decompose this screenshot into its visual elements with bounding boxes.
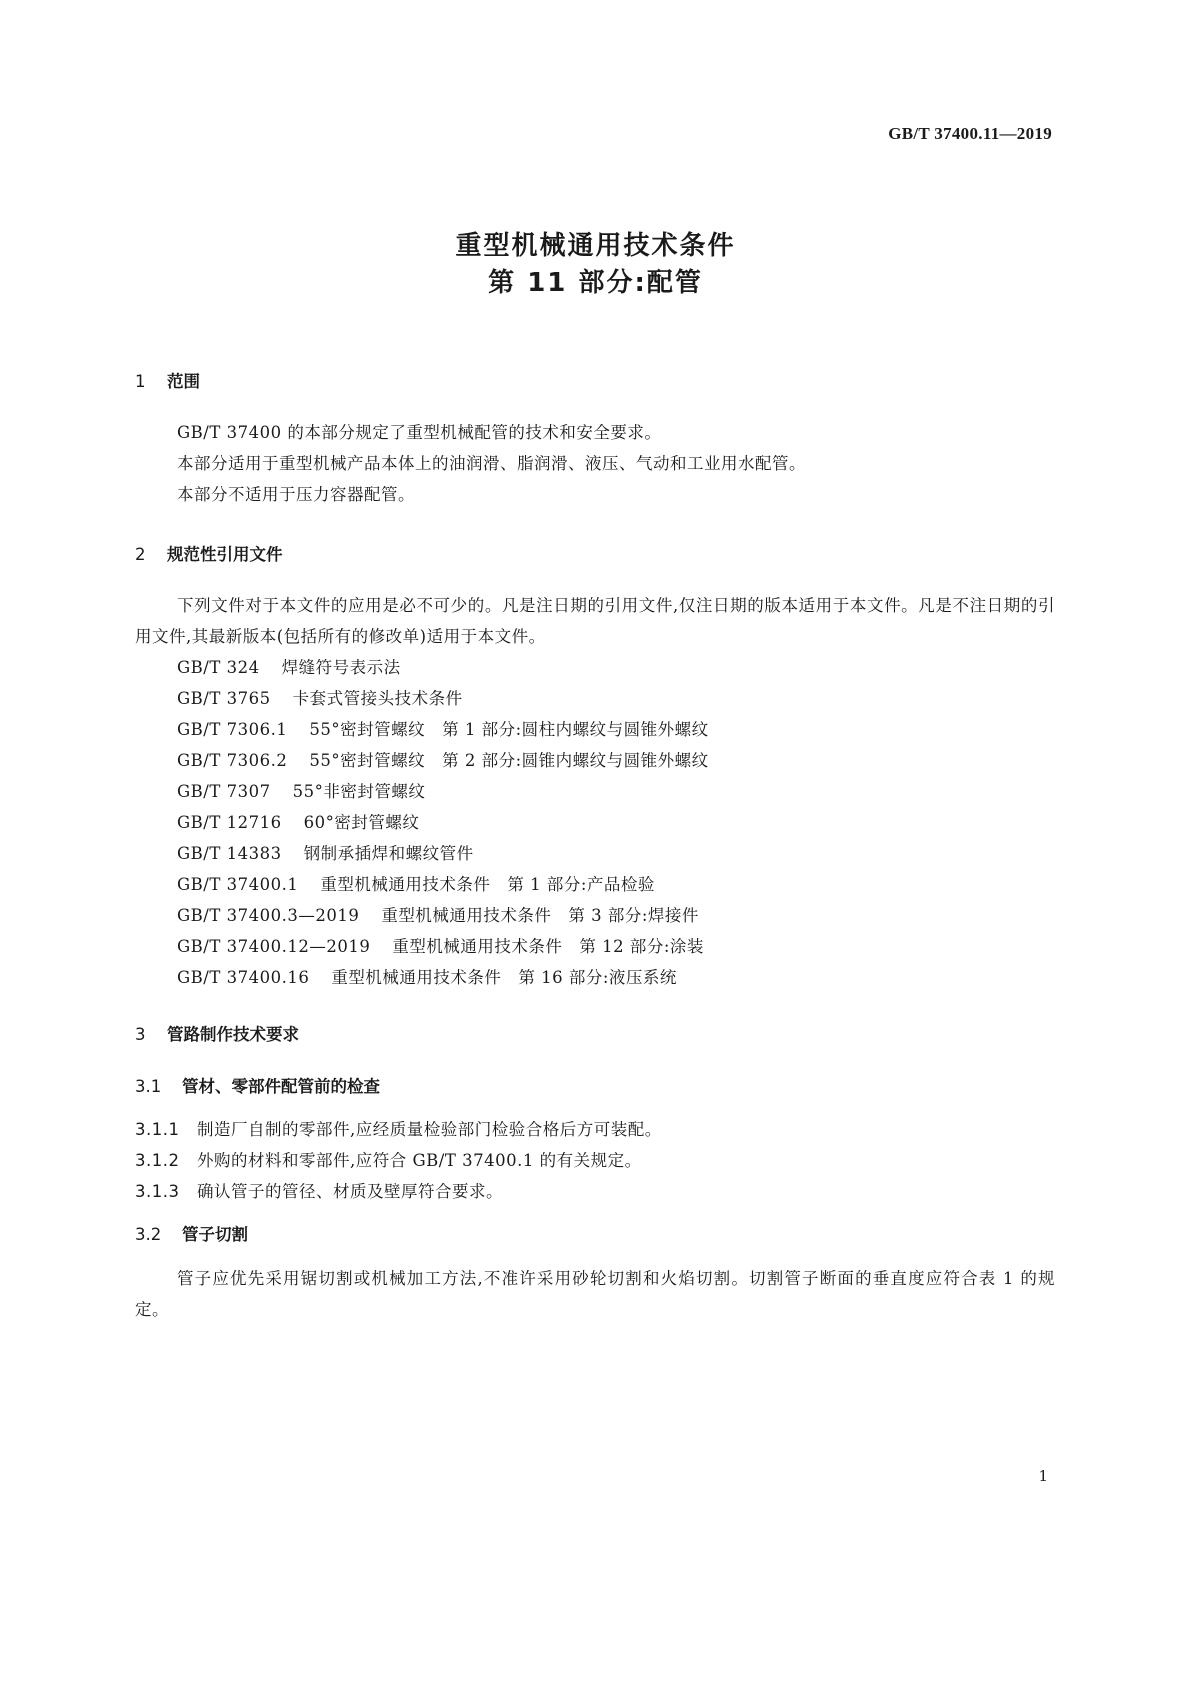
- reference-code: GB/T 7306.2: [177, 751, 288, 770]
- clause-text: 制造厂自制的零部件,应经质量检验部门检验合格后方可装配。: [197, 1120, 662, 1139]
- reference-item: [135, 652, 1055, 683]
- reference-code: GB/T 7306.1: [177, 720, 288, 739]
- clause-item: [135, 1114, 1055, 1145]
- reference-item: [135, 776, 1055, 807]
- reference-item: [135, 838, 1055, 869]
- reference-code: GB/T 324: [177, 658, 260, 677]
- clause-number: 3.1.3: [135, 1182, 180, 1201]
- subsection-3-2-heading: [135, 1223, 1055, 1247]
- section-2-heading: [135, 543, 1055, 567]
- section-1-heading: [135, 370, 1055, 394]
- reference-title: 重型机械通用技术条件 第 3 部分:焊接件: [381, 906, 699, 925]
- paragraph: GB/T 37400 的本部分规定了重型机械配管的技术和安全要求。: [177, 423, 662, 442]
- title-line-2: 第 11 部分:配管: [488, 268, 703, 298]
- reference-title: 60°密封管螺纹: [303, 813, 420, 832]
- reference-code: GB/T 3765: [177, 689, 271, 708]
- reference-code: GB/T 37400.12—2019: [177, 937, 371, 956]
- reference-code: GB/T 7307: [177, 782, 271, 801]
- clause-number: 3.1.2: [135, 1151, 180, 1170]
- reference-item: [135, 931, 1055, 962]
- paragraph: 下列文件对于本文件的应用是必不可少的。凡是注日期的引用文件,仅注日期的版本适用于本文件。凡是不注日期的引用文件,其最新版本(包括所有的修改单)适用于本文件。: [135, 596, 1055, 646]
- reference-code: GB/T 14383: [177, 844, 282, 863]
- clause-number: 3.1.1: [135, 1120, 180, 1139]
- section-number: 2: [135, 545, 146, 564]
- clause-text: 确认管子的管径、材质及壁厚符合要求。: [197, 1182, 503, 1201]
- reference-title: 重型机械通用技术条件 第 16 部分:液压系统: [331, 968, 677, 987]
- paragraph: 本部分不适用于压力容器配管。: [177, 485, 415, 504]
- reference-title: 55°密封管螺纹 第 2 部分:圆锥内螺纹与圆锥外螺纹: [309, 751, 709, 770]
- reference-title: 焊缝符号表示法: [281, 658, 401, 677]
- reference-code: GB/T 37400.1: [177, 875, 299, 894]
- document-title: [0, 228, 1191, 302]
- clause-item: [135, 1176, 1055, 1207]
- section-title: 范围: [167, 372, 200, 391]
- reference-item: [135, 807, 1055, 838]
- subsection-title: 管材、零部件配管前的检查: [182, 1077, 380, 1096]
- subsection-3-1-heading: [135, 1075, 1055, 1099]
- clause-item: [135, 1145, 1055, 1176]
- reference-title: 55°非密封管螺纹: [292, 782, 426, 801]
- subsection-title: 管子切割: [182, 1225, 248, 1244]
- reference-item: [135, 683, 1055, 714]
- paragraph: 管子应优先采用锯切割或机械加工方法,不准许采用砂轮切割和火焰切割。切割管子断面的垂直度应符合表 1 的规定。: [135, 1269, 1055, 1319]
- section-3-heading: [135, 1023, 1055, 1047]
- reference-title: 55°密封管螺纹 第 1 部分:圆柱内螺纹与圆锥外螺纹: [309, 720, 709, 739]
- title-line-1: 重型机械通用技术条件: [455, 231, 736, 261]
- section-title: 规范性引用文件: [167, 545, 283, 564]
- reference-title: 卡套式管接头技术条件: [292, 689, 463, 708]
- reference-item: [135, 714, 1055, 745]
- clause-text: 外购的材料和零部件,应符合 GB/T 37400.1 的有关规定。: [197, 1151, 642, 1170]
- reference-code: GB/T 37400.3—2019: [177, 906, 360, 925]
- section-number: 3: [135, 1025, 146, 1044]
- reference-title: 钢制承插焊和螺纹管件: [303, 844, 474, 863]
- reference-item: [135, 962, 1055, 993]
- section-number: 1: [135, 372, 146, 391]
- reference-item: [135, 745, 1055, 776]
- reference-item: [135, 900, 1055, 931]
- document-body: [135, 370, 1055, 1325]
- reference-code: GB/T 37400.16: [177, 968, 310, 987]
- reference-title: 重型机械通用技术条件 第 1 部分:产品检验: [320, 875, 655, 894]
- reference-code: GB/T 12716: [177, 813, 282, 832]
- page-number: 1: [1038, 1467, 1048, 1485]
- standard-code: GB/T 37400.11—2019: [888, 124, 1052, 143]
- paragraph: 本部分适用于重型机械产品本体上的油润滑、脂润滑、液压、气动和工业用水配管。: [177, 454, 806, 473]
- reference-title: 重型机械通用技术条件 第 12 部分:涂装: [392, 937, 704, 956]
- reference-item: [135, 869, 1055, 900]
- subsection-number: 3.1: [135, 1077, 162, 1096]
- subsection-number: 3.2: [135, 1225, 162, 1244]
- section-title: 管路制作技术要求: [167, 1025, 299, 1044]
